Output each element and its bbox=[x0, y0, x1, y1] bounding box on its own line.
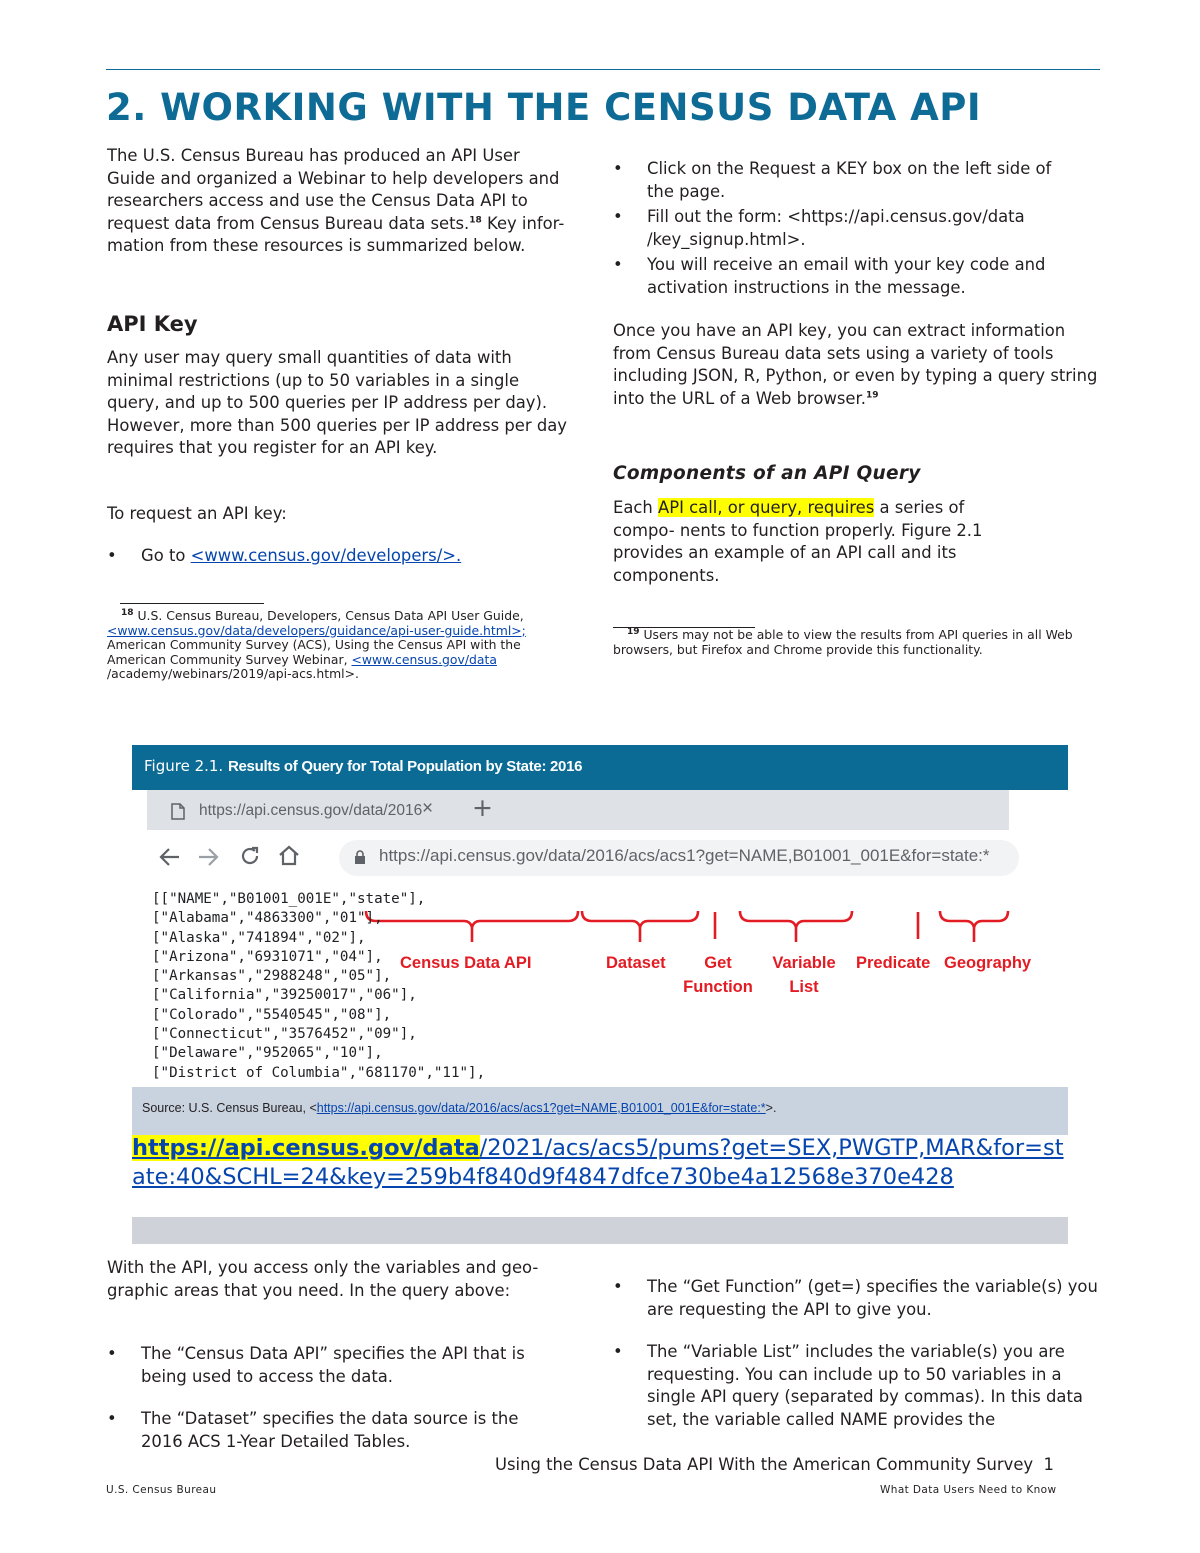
request-key-list bbox=[107, 545, 567, 568]
json-line: ["Arizona","6931071","04"], bbox=[152, 948, 383, 965]
list-item bbox=[107, 545, 567, 568]
api-key-paragraph: Any user may query small quantities of data with minimal restrictions (up to 50 variables in a single query, and up to 500 queries per IP address per day). However, more than 500 queries per IP address per day requires that you register for an API key. bbox=[107, 348, 567, 458]
figure-source bbox=[132, 1087, 1068, 1135]
list-item bbox=[613, 1276, 1103, 1321]
label-dataset: Dataset bbox=[606, 954, 666, 972]
json-line: ["Arkansas","2988248","05"], bbox=[152, 968, 392, 985]
url-rest: /2021/acs/acs5/pums?get=SEX,PWGTP,MAR&for=state:40&SCHL=24&key=259b4f840d9f4847dfce730be4a12568e370e428 bbox=[132, 1135, 1064, 1190]
list-item bbox=[613, 1341, 1103, 1431]
bullet-text: The “Get Function” (get=) specifies the variable(s) you are requesting the API to give you. bbox=[647, 1277, 1098, 1319]
json-line: ["Delaware","952065","10"], bbox=[152, 1045, 383, 1062]
intro-text: The U.S. Census Bureau has produced an API User Guide and organized a Webinar to help developers and researchers access and use the Census Data API to request data from Census Bureau data sets. bbox=[107, 146, 560, 233]
footer-publisher: U.S. Census Bureau bbox=[106, 1484, 217, 1496]
json-line: ["Alabama","4863300","01"], bbox=[152, 910, 383, 927]
bullet-text: The “Census Data API” specifies the API that is being used to access the data. bbox=[141, 1344, 525, 1386]
browser-screenshot bbox=[132, 790, 1068, 1087]
page-title: 2. WORKING WITH THE CENSUS DATA API bbox=[106, 86, 982, 129]
footnote-text: U.S. Census Bureau, Developers, Census Data API User Guide, bbox=[133, 608, 524, 623]
json-line: ["California","39250017","06"], bbox=[152, 987, 417, 1004]
json-line: ["District of Columbia","681170","11"], bbox=[152, 1064, 486, 1081]
list-item bbox=[613, 158, 1073, 203]
list-item bbox=[107, 1343, 557, 1388]
bullet-text: The “Dataset” specifies the data source is the 2016 ACS 1-Year Detailed Tables. bbox=[141, 1409, 519, 1451]
key-steps-list bbox=[613, 158, 1073, 300]
footnote-text: /academy/webinars/2019/api-acs.html>. bbox=[107, 666, 359, 681]
running-footer bbox=[495, 1455, 1054, 1474]
query-parts-list-left bbox=[107, 1343, 557, 1453]
bullet-text: Go to bbox=[141, 546, 191, 565]
brace-dataset bbox=[582, 911, 698, 927]
figure-title bbox=[144, 757, 582, 775]
brace-geography bbox=[940, 911, 1008, 927]
json-line: ["Connecticut","3576452","09"], bbox=[152, 1026, 417, 1043]
footnote-text: Users may not be able to view the results from API queries in all Web browsers, but Firefox and Chrome provide this functionality. bbox=[613, 627, 1073, 657]
label-census-data-api: Census Data API bbox=[400, 954, 532, 972]
json-line: ["Alaska","741894","02"], bbox=[152, 929, 366, 946]
developers-link[interactable]: <www.census.gov/developers/>. bbox=[190, 546, 462, 565]
bullet-icon: • bbox=[613, 159, 623, 178]
footer-series: What Data Users Need to Know bbox=[880, 1484, 1057, 1496]
footnote-19 bbox=[613, 628, 1083, 657]
source-prefix: Source: U.S. Census Bureau, < bbox=[142, 1101, 317, 1115]
bullet-icon: • bbox=[107, 546, 117, 565]
json-line: [["NAME","B01001_001E","state"], bbox=[152, 891, 426, 907]
footnote-rule bbox=[120, 603, 264, 604]
bullet-icon: • bbox=[613, 1277, 623, 1296]
highlighted-url-part: https://api.census.gov/data bbox=[132, 1135, 480, 1161]
label-geography: Geography bbox=[944, 954, 1032, 972]
bullet-text: The “Variable List” includes the variable(s) you are requesting. You can include up to 50 variables in a single API query (separated by commas). In this data set, the variable called NAME provides the bbox=[647, 1342, 1083, 1429]
footnote-ref-18[interactable]: 18 bbox=[469, 215, 482, 226]
json-response bbox=[152, 890, 485, 1083]
bullet-text: Fill out the form: <https://api.census.gov/data /key_signup.html>. bbox=[647, 207, 1025, 249]
bullet-icon: • bbox=[613, 1342, 623, 1362]
new-tab-icon[interactable]: + bbox=[472, 793, 493, 822]
figure-2-1 bbox=[132, 745, 1068, 1135]
query-url-link[interactable] bbox=[132, 1134, 1068, 1191]
footnote-number: 18 bbox=[121, 607, 134, 618]
tab-title: https://api.census.gov/data/2016 bbox=[199, 802, 423, 819]
components-text: a series of compo- nents to function properly. Figure 2.1 provides an example of an API call and its components. bbox=[613, 498, 983, 585]
list-item bbox=[613, 254, 1073, 299]
label-predicate: Predicate bbox=[856, 954, 931, 972]
example-query-url bbox=[132, 1134, 1068, 1244]
list-item bbox=[107, 1408, 557, 1453]
intro-paragraph bbox=[107, 145, 567, 258]
once-text: Once you have an API key, you can extract information from Census Bureau data sets using a variety of tools including JSON, R, Python, or even by typing a query string into the URL of a Web browser. bbox=[613, 321, 1098, 408]
webinar-link[interactable]: <www.census.gov/data bbox=[351, 651, 497, 667]
label-variable-list: Variable List bbox=[772, 954, 836, 996]
once-paragraph bbox=[613, 320, 1098, 410]
url-text: https://api.census.gov/data/2016/acs/acs1?get=NAME,B01001_001E&for=state:* bbox=[379, 846, 990, 865]
close-icon[interactable]: × bbox=[422, 798, 434, 819]
query-parts-list-right bbox=[613, 1276, 1103, 1432]
source-text bbox=[142, 1101, 776, 1115]
figure-label: Figure 2.1. bbox=[144, 757, 224, 775]
running-title: Using the Census Data API With the American Community Survey bbox=[495, 1455, 1034, 1474]
page-number: 1 bbox=[1043, 1455, 1054, 1474]
list-item bbox=[613, 206, 1073, 251]
components-text: Each bbox=[613, 498, 659, 517]
footnote-number: 19 bbox=[627, 626, 640, 637]
footnote-18 bbox=[107, 609, 569, 682]
footnote-ref-19[interactable]: 19 bbox=[865, 390, 879, 401]
footnote-text: American Community Survey (ACS), Using the Census API with the American Community Survey Webinar, bbox=[107, 637, 521, 667]
source-link[interactable]: https://api.census.gov/data/2016/acs/acs1?get=NAME,B01001_001E&for=state:* bbox=[316, 1101, 766, 1115]
request-key-text: To request an API key: bbox=[107, 504, 287, 523]
figure-caption: Results of Query for Total Population by State: 2016 bbox=[227, 758, 583, 775]
brace-variable-list bbox=[740, 911, 852, 927]
bullet-icon: • bbox=[107, 1409, 117, 1429]
label-get-function: Get Function bbox=[683, 954, 753, 996]
bullet-icon: • bbox=[107, 1344, 117, 1363]
json-line: ["Colorado","5540545","08"], bbox=[152, 1006, 392, 1023]
highlighted-text: API call, or query, requires bbox=[658, 498, 875, 517]
components-paragraph bbox=[613, 497, 1013, 587]
api-user-guide-link[interactable]: <www.census.gov/data/developers/guidance/api-user-guide.html>; bbox=[107, 622, 526, 638]
components-heading: Components of an API Query bbox=[613, 463, 921, 484]
source-suffix: >. bbox=[765, 1101, 777, 1115]
api-key-heading: API Key bbox=[107, 312, 198, 336]
with-api-paragraph: With the API, you access only the variables and geo- graphic areas that you need. In the query above: bbox=[107, 1258, 539, 1300]
bullet-text: Click on the Request a KEY box on the left side of the page. bbox=[647, 159, 1052, 201]
bullet-icon: • bbox=[613, 207, 623, 227]
bullet-icon: • bbox=[613, 255, 623, 275]
bullet-text: You will receive an email with your key code and activation instructions in the message. bbox=[647, 255, 1046, 297]
top-rule bbox=[106, 69, 1100, 70]
intro-text-after: Key infor- mation from these resources is summarized below. bbox=[107, 213, 565, 256]
